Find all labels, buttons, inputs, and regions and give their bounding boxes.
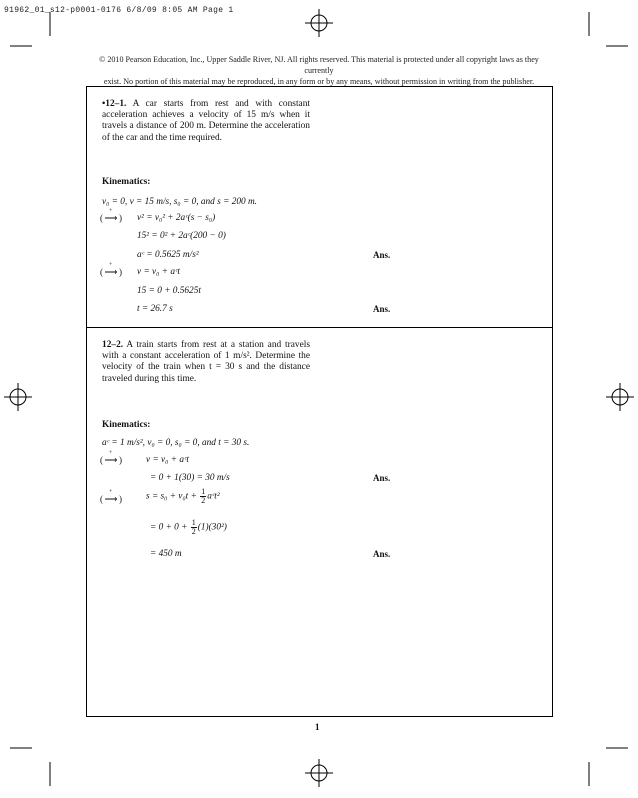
copyright-line-1: © 2010 Pearson Education, Inc., Upper Saddle River, NJ. All rights reserved. This material is protected under all copyright laws as they currently (99, 55, 539, 75)
problem-2-statement (102, 340, 310, 385)
problem-1-number: •12–1. (102, 99, 127, 109)
problem-2-eq-1: v = v₀ + aᶜt (146, 455, 190, 465)
problem-1-eq-5: 15 = 0 + 0.5625t (137, 286, 201, 296)
problem-2-eq-2: = 0 + 1(30) = 30 m/s (150, 473, 230, 483)
problem-1-eq-4: v = v₀ + aᶜt (137, 267, 181, 277)
problem-1-direction-2: ( + ⟶ ) (100, 262, 122, 277)
problem-1-text: A car starts from rest and with constant acceleration achieves a velocity of 15 m/s when it travels a distance of 200 m. Determine the acceleration of the car and the time required. (102, 99, 310, 143)
problem-1-eq-2: 15² = 0² + 2aᶜ(200 − 0) (137, 231, 226, 241)
problem-1-given: v₀ = 0, v = 15 m/s, s₀ = 0, and s = 200 m. (102, 197, 257, 207)
problem-2-ans-2: Ans. (373, 549, 391, 559)
page-number: 1 (315, 722, 320, 732)
problem-1-eq-1: v² = v₀² + 2aᶜ(s − s₀) (137, 213, 216, 223)
problem-1-eq-3: aᶜ = 0.5625 m/s² (137, 250, 199, 260)
problem-2-text: A train starts from rest at a station and travels with a constant acceleration of 1 m/s². Determine the velocity of the train when t = 30 s and the distance traveled during this time. (102, 340, 310, 384)
copyright-notice (90, 54, 548, 87)
problem-2-panel (86, 328, 553, 717)
problem-1-ans-2: Ans. (373, 304, 391, 314)
problem-1-section-label: Kinematics: (102, 177, 151, 187)
problem-2-eq-3: s = s₀ + v₀t + $\frac{1}{2}$ aᶜt² (146, 487, 220, 505)
fraction-half: $\frac{1}{2}$ (201, 487, 206, 505)
problem-2-eq-4: = 0 + 0 + $\frac{1}{2}$ (1)(30²) (150, 518, 227, 536)
problem-2-ans-1: Ans. (373, 473, 391, 483)
problem-1-panel (86, 86, 553, 328)
print-slug: 91962_01_s12-p0001-0176 6/8/09 8:05 AM Page 1 (4, 6, 234, 15)
problem-2-eq-5: = 450 m (150, 549, 182, 559)
problem-1-eq-6: t = 26.7 s (137, 304, 173, 314)
problem-2-given: aᶜ = 1 m/s², v₀ = 0, s₀ = 0, and t = 30 s. (102, 438, 250, 448)
copyright-line-2: exist. No portion of this material may be reproduced, in any form or by any means, without permission in writing from the publisher. (103, 77, 535, 86)
fraction-half: $\frac{1}{2}$ (191, 518, 196, 536)
right-arrow-icon: + ⟶ (104, 208, 118, 223)
right-arrow-icon: + ⟶ (104, 489, 118, 504)
problem-1-direction-1: ( + ⟶ ) (100, 208, 122, 223)
right-arrow-icon: + ⟶ (104, 450, 118, 465)
problem-2-direction-1: ( + ⟶ ) (100, 450, 122, 465)
right-arrow-icon: + ⟶ (104, 262, 118, 277)
problem-1-ans-1: Ans. (373, 250, 391, 260)
problem-2-section-label: Kinematics: (102, 420, 151, 430)
problem-2-direction-2: ( + ⟶ ) (100, 489, 122, 504)
problem-1-statement (102, 99, 310, 144)
problem-2-number: 12–2. (102, 340, 124, 350)
